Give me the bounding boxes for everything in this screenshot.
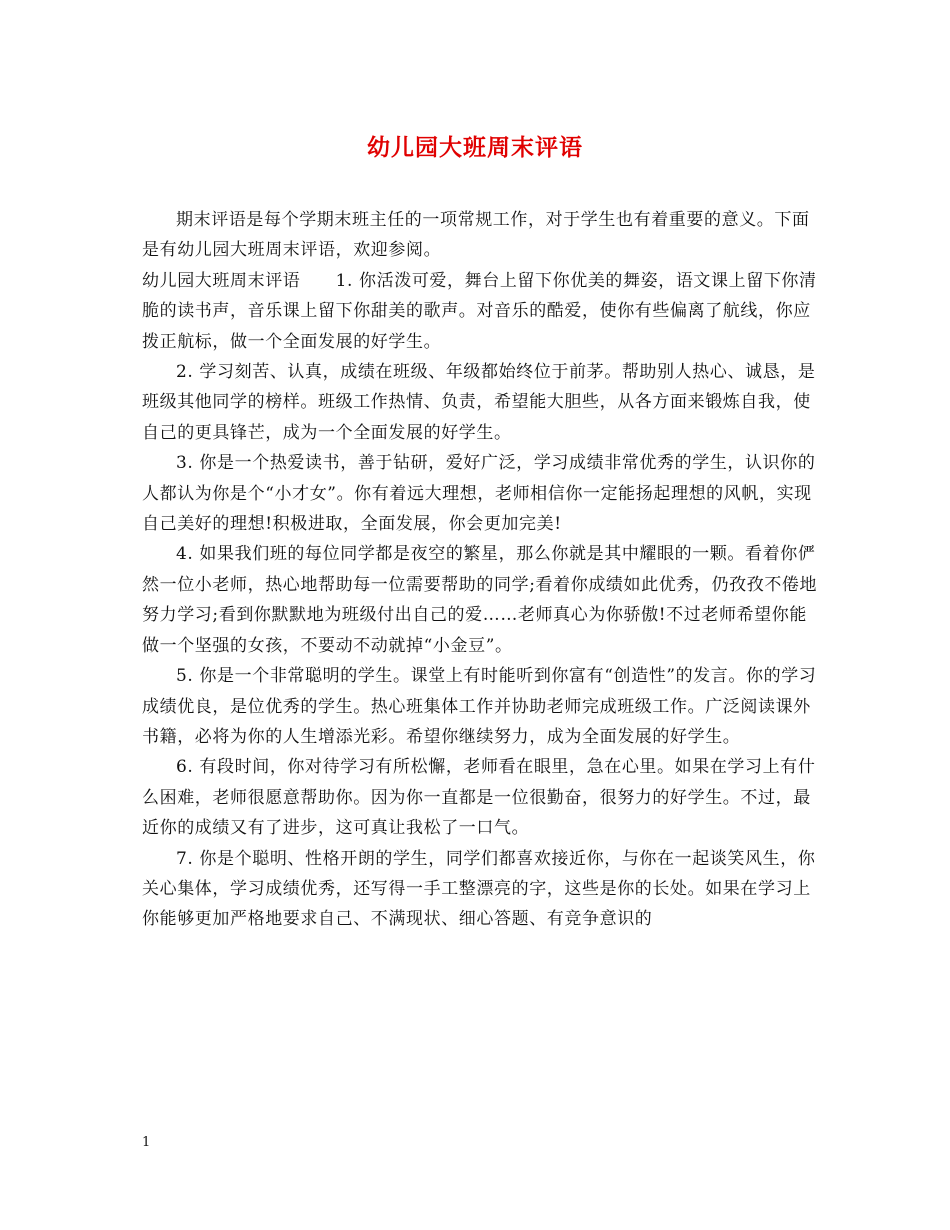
comment-paragraph-3: 3. 你是一个热爱读书，善于钻研，爱好广泛，学习成绩非常优秀的学生，认识你的人都认为你是个“小才女”。你有着远大理想，老师相信你一定能扬起理想的风帆，实现自己美好的理想!积极进取，全面发展，你会更加完美! (142, 453, 816, 535)
comment-paragraph-7: 7. 你是个聪明、性格开朗的学生，同学们都喜欢接近你，与你在一起谈笑风生，你关心集体，学习成绩优秀，还写得一手工整漂亮的字，这些是你的长处。如果在学习上你能够更加严格地要求自己、不满现状、细心答题、有竞争意识的 (142, 848, 816, 930)
page-number: 1 (142, 1135, 151, 1150)
comment-paragraph-2: 2. 学习刻苦、认真，成绩在班级、年级都始终位于前茅。帮助别人热心、诚恳，是班级其他同学的榜样。班级工作热情、负责，希望能大胆些，从各方面来锻炼自我，使自己的更具锋芒，成为一个全面发展的好学生。 (142, 362, 816, 443)
document-body (142, 205, 822, 935)
comment-paragraph-5: 5. 你是一个非常聪明的学生。课堂上有时能听到你富有“创造性”的发言。你的学习成绩优良，是位优秀的学生。热心班集体工作并协助老师完成班级工作。广泛阅读课外书籍，必将为你的人生增添光彩。希望你继续努力，成为全面发展的好学生。 (142, 666, 817, 747)
intro-paragraph: 期末评语是每个学期末班主任的一项常规工作，对于学生也有着重要的意义。下面是有幼儿园大班周末评语，欢迎参阅。 (142, 210, 810, 261)
comment-paragraph-6: 6. 有段时间，你对待学习有所松懈，老师看在眼里，急在心里。如果在学习上有什么困难，老师很愿意帮助你。因为你一直都是一位很勤奋，很努力的好学生。不过，最近你的成绩又有了进步，这可真让我松了一口气。 (142, 757, 816, 839)
comment-paragraph-4: 4. 如果我们班的每位同学都是夜空的繁星，那么你就是其中耀眼的一颗。看着你俨然一位小老师，热心地帮助每一位需要帮助的同学;看着你成绩如此优秀，仍孜孜不倦地努力学习;看到你默默地为班级付出自己的爱……老师真心为你骄傲!不过老师希望你能做一个坚强的女孩，不要动不动就掉“小金豆”。 (142, 544, 818, 656)
comment-paragraph-1: 幼儿园大班周末评语 1. 你活泼可爱，舞台上留下你优美的舞姿，语文课上留下你清脆的读书声，音乐课上留下你甜美的歌声。对音乐的酷爱，使你有些偏离了航线，你应拨正航标，做一个全面发展的好学生。 (142, 270, 817, 352)
document-title: 幼儿园大班周末评语 (367, 134, 583, 161)
